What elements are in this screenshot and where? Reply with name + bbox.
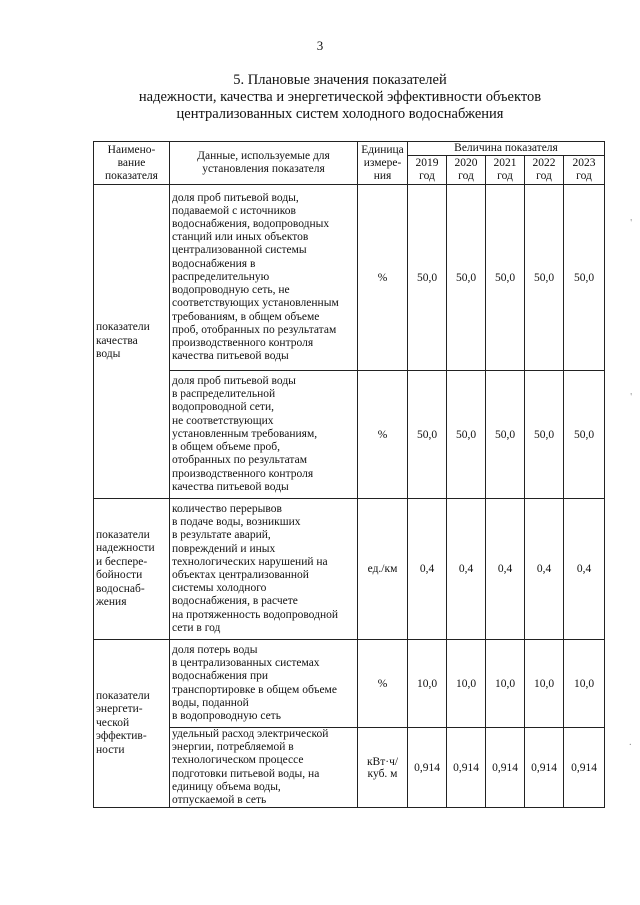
table-row bbox=[94, 728, 605, 808]
table-row bbox=[94, 185, 605, 371]
indicator-description: доля потерь воды в централизованных системах водоснабжения при транспортировке в общем объеме воды, поданной в водопроводную сеть bbox=[170, 640, 358, 728]
indicator-description: количество перерывов в подаче воды, возникших в результате аварий, повреждений и иных технологических нарушений на объектах централизованной системы холодного водоснабжения, в расчете на протяженность водопроводной сети в год bbox=[170, 499, 358, 640]
value-cell: 50,0 bbox=[447, 185, 486, 371]
table-row bbox=[94, 640, 605, 728]
value-cell: 50,0 bbox=[564, 185, 605, 371]
value-cell: 0,914 bbox=[564, 728, 605, 808]
value-cell: 0,914 bbox=[525, 728, 564, 808]
header-year-2023: 2023 год bbox=[564, 156, 605, 185]
header-year-2022: 2022 год bbox=[525, 156, 564, 185]
margin-mark: · bbox=[628, 740, 632, 751]
header-year-2021: 2021 год bbox=[486, 156, 525, 185]
value-cell: 0,4 bbox=[486, 499, 525, 640]
value-cell: 0,4 bbox=[564, 499, 605, 640]
page-number: 3 bbox=[316, 38, 324, 53]
value-cell: 10,0 bbox=[486, 640, 525, 728]
margin-mark: ' bbox=[630, 218, 632, 229]
indicator-group-name: показатели надежности и беспере- бойности водоснаб- жения bbox=[94, 499, 170, 640]
indicator-table bbox=[93, 141, 605, 808]
value-cell: 0,4 bbox=[447, 499, 486, 640]
table-row bbox=[94, 499, 605, 640]
header-year-2020: 2020 год bbox=[447, 156, 486, 185]
header-value: Величина показателя bbox=[408, 142, 605, 156]
value-cell: 0,914 bbox=[486, 728, 525, 808]
value-cell: 50,0 bbox=[525, 371, 564, 499]
unit-cell: % bbox=[358, 640, 408, 728]
header-data: Данные, используемые для установления показателя bbox=[170, 142, 358, 185]
value-cell: 0,4 bbox=[525, 499, 564, 640]
header-year-2019: 2019 год bbox=[408, 156, 447, 185]
unit-cell: кВт·ч/ куб. м bbox=[358, 728, 408, 808]
margin-mark: ' bbox=[630, 392, 632, 403]
value-cell: 50,0 bbox=[486, 185, 525, 371]
indicator-group-name: показатели энергети- ческой эффектив- ности bbox=[94, 640, 170, 808]
header-unit: Единица измере- ния bbox=[358, 142, 408, 185]
document-title bbox=[60, 72, 620, 123]
indicator-group-name: показатели качества воды bbox=[94, 185, 170, 499]
value-cell: 50,0 bbox=[408, 185, 447, 371]
value-cell: 50,0 bbox=[525, 185, 564, 371]
title-line-1: 5. Плановые значения показателей bbox=[233, 72, 447, 88]
value-cell: 10,0 bbox=[564, 640, 605, 728]
unit-cell: % bbox=[358, 185, 408, 371]
table-body bbox=[94, 185, 605, 808]
header-name: Наимено- вание показателя bbox=[94, 142, 170, 185]
value-cell: 50,0 bbox=[447, 371, 486, 499]
value-cell: 0,914 bbox=[408, 728, 447, 808]
value-cell: 50,0 bbox=[408, 371, 447, 499]
unit-cell: % bbox=[358, 371, 408, 499]
indicator-description: доля проб питьевой воды в распределительной водопроводной сети, не соответствующих установленным требованиям, в общем объеме проб, отобранных по результатам производственного контроля качества питьевой воды bbox=[170, 371, 358, 499]
indicator-description: удельный расход электрической энергии, потребляемой в технологическом процессе подготовки питьевой воды, на единицу объема воды, отпускаемой в сеть bbox=[170, 728, 358, 808]
value-cell: 0,914 bbox=[447, 728, 486, 808]
value-cell: 0,4 bbox=[408, 499, 447, 640]
value-cell: 50,0 bbox=[486, 371, 525, 499]
table-row bbox=[94, 371, 605, 499]
value-cell: 10,0 bbox=[525, 640, 564, 728]
indicator-description: доля проб питьевой воды, подаваемой с источников водоснабжения, водопроводных станций или иных объектов централизованной системы водоснабжения в распределительную водопроводную сеть, не соответствующих установленным требованиям, в общем объеме проб, отобранных по результатам производственного контроля качества питьевой воды bbox=[170, 185, 358, 371]
title-line-3: централизованных систем холодного водоснабжения bbox=[176, 106, 504, 122]
value-cell: 50,0 bbox=[564, 371, 605, 499]
value-cell: 10,0 bbox=[447, 640, 486, 728]
title-line-2: надежности, качества и энергетической эффективности объектов bbox=[138, 89, 542, 105]
unit-cell: ед./км bbox=[358, 499, 408, 640]
value-cell: 10,0 bbox=[408, 640, 447, 728]
